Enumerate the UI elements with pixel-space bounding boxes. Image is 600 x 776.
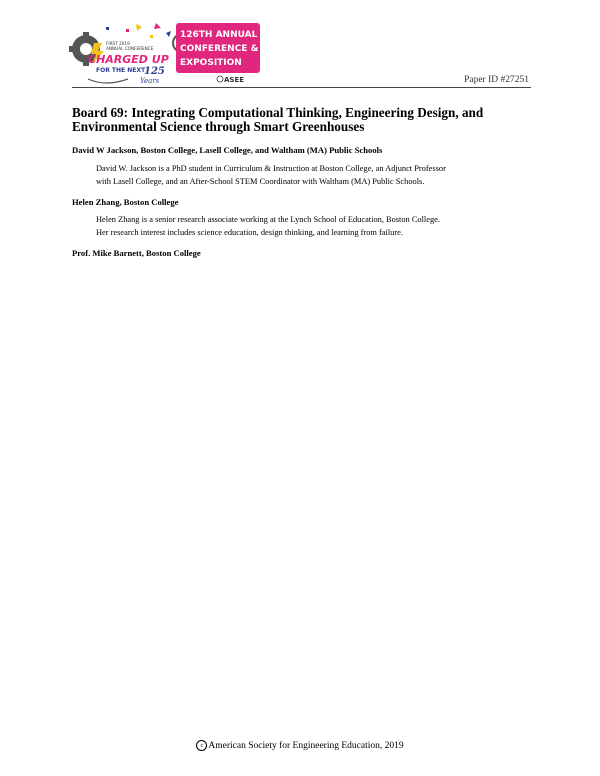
asee-mark-icon: [217, 76, 223, 82]
bio-line: Helen Zhang is a senior research associate working at the Lynch School of Education, Boston College.: [96, 215, 440, 224]
badge-line-2: CONFERENCE &: [180, 44, 259, 54]
paper-id: Paper ID #27251: [464, 75, 529, 85]
author-name: Prof. Mike Barnett, Boston College: [72, 248, 201, 258]
footer-text: American Society for Engineering Education, 2019: [208, 741, 404, 751]
logo-for-next: FOR THE NEXT: [96, 67, 146, 74]
badge-line-1: 126TH ANNUAL: [180, 30, 258, 40]
logo-top-small-2: ANNUAL CONFERENCE: [106, 46, 154, 51]
logo-asee: ASEE: [224, 76, 245, 84]
title-line-2: Environmental Science through Smart Greenhouses: [72, 119, 365, 134]
logo-top-small-1: FIRST 2019: [106, 41, 130, 46]
header-rule: [72, 87, 531, 88]
paper-title: [72, 106, 532, 134]
author-bio: [96, 163, 536, 188]
author-bio: [96, 214, 536, 239]
bio-line: Her research interest includes science education, design thinking, and learning from failure.: [96, 227, 403, 237]
title-line-1: Board 69: Integrating Computational Thinking, Engineering Design, and: [72, 105, 484, 120]
bio-line: David W. Jackson is a PhD student in Curriculum & Instruction at Boston College, an Adjunct Professor: [96, 164, 446, 173]
logo-charged-up: CHARGED UP: [88, 53, 169, 66]
logo-years-num: 125: [144, 66, 165, 77]
badge-line-3: EXPOSITION: [180, 58, 242, 68]
author-name: Helen Zhang, Boston College: [72, 197, 179, 207]
conference-logo: [66, 21, 262, 93]
author-name: David W Jackson, Boston College, Lasell College, and Waltham (MA) Public Schools: [72, 145, 383, 155]
footer-copyright: [0, 740, 600, 751]
logo-years-word: Years: [140, 77, 160, 85]
bio-line: with Lasell College, and an After-School STEM Coordinator with Waltham (MA) Public Schools.: [96, 176, 425, 186]
copyright-icon: c: [196, 740, 207, 751]
